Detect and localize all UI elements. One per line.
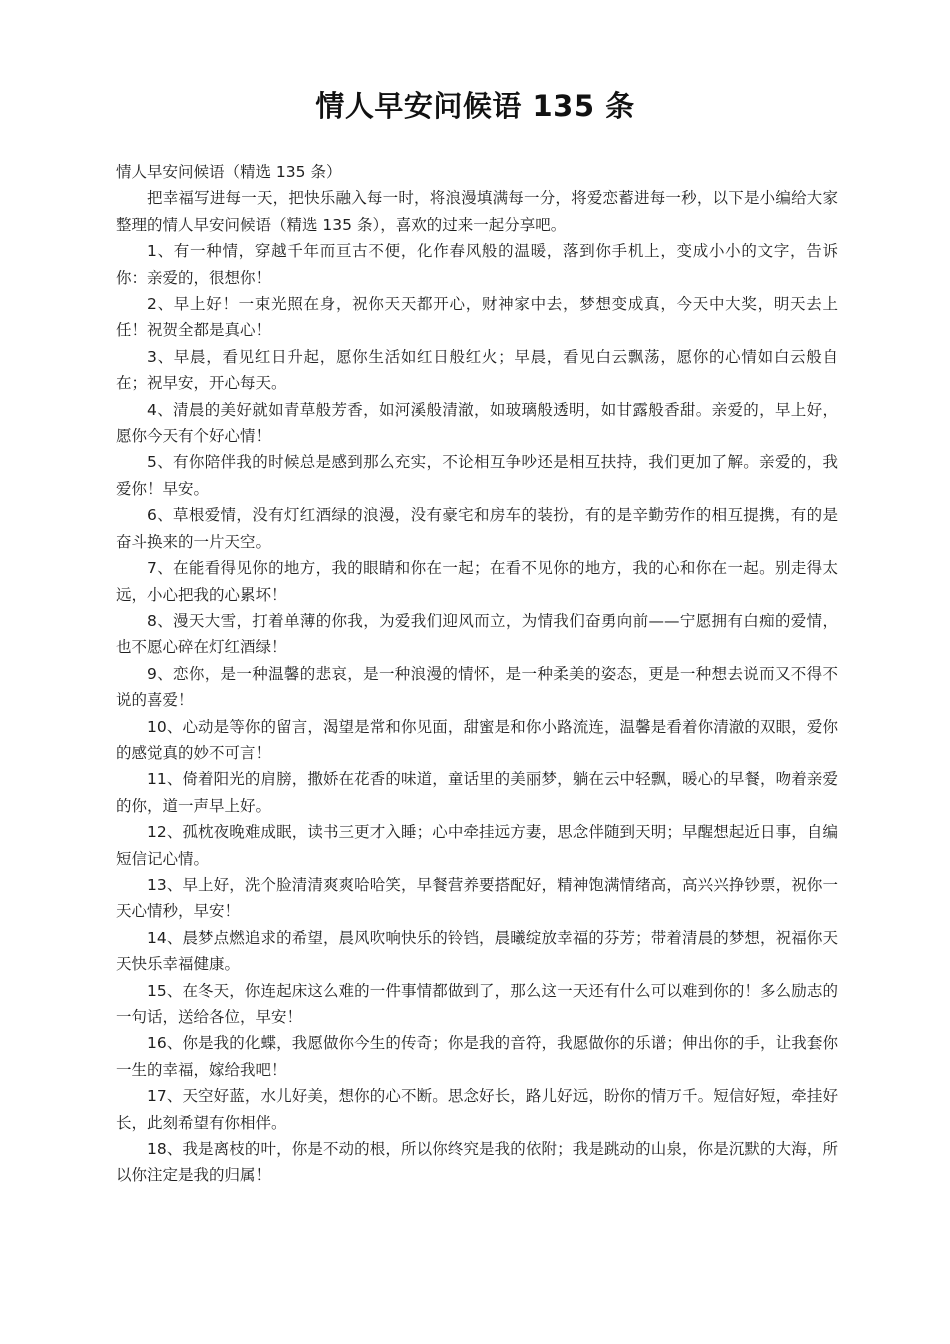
greeting-item-14: 14、晨梦点燃追求的希望，晨风吹响快乐的铃铛，晨曦绽放幸福的芬芳；带着清晨的梦想，祝福你天天快乐幸福健康。: [116, 928, 838, 974]
greeting-item-4: 4、清晨的美好就如青草般芳香，如河溪般清澈，如玻璃般透明，如甘露般香甜。亲爱的，早上好，愿你今天有个好心情！: [116, 400, 838, 446]
document-title: 情人早安问候语 135 条: [315, 89, 635, 123]
intro-paragraph: 把幸福写进每一天，把快乐融入每一时，将浪漫填满每一分，将爱恋蓄进每一秒，以下是小编给大家整理的情人早安问候语（精选 135 条），喜欢的过来一起分享吧。: [116, 189, 838, 234]
greeting-item-2: 2、早上好！一束光照在身，祝你天天都开心，财神家中去，梦想变成真，今天中大奖，明天去上任！祝贺全都是真心！: [116, 295, 838, 340]
greeting-item-10: 10、心动是等你的留言，渴望是常和你见面，甜蜜是和你小路流连，温馨是看着你清澈的双眼，爱你的感觉真的妙不可言！: [116, 717, 838, 762]
greeting-item-5: 5、有你陪伴我的时候总是感到那么充实，不论相互争吵还是相互扶持，我们更加了解。亲爱的，我爱你！早安。: [116, 453, 838, 498]
greeting-item-17: 17、天空好蓝，水儿好美，想你的心不断。思念好长，路儿好远，盼你的情万千。短信好短，牵挂好长，此刻希望有你相伴。: [116, 1087, 838, 1132]
greeting-item-12: 12、孤枕夜晚难成眠，读书三更才入睡；心中牵挂远方妻，思念伴随到天明；早醒想起近日事，自编短信记心情。: [116, 823, 838, 868]
greeting-item-11: 11、倚着阳光的肩膀，撒娇在花香的味道，童话里的美丽梦，躺在云中轻飘，暖心的早餐，吻着亲爱的你，道一声早上好。: [116, 770, 838, 815]
document-subtitle: 情人早安问候语（精选 135 条）: [116, 163, 342, 181]
greeting-item-3: 3、早晨，看见红日升起，愿你生活如红日般红火；早晨，看见白云飘荡，愿你的心情如白云般自在；祝早安，开心每天。: [116, 347, 838, 393]
greeting-item-15: 15、在冬天，你连起床这么难的一件事情都做到了，那么这一天还有什么可以难到你的！多么励志的一句话，送给各位，早安！: [116, 981, 838, 1026]
greeting-item-6: 6、草根爱情，没有灯红酒绿的浪漫，没有豪宅和房车的装扮，有的是辛勤劳作的相互提携，有的是奋斗换来的一片天空。: [116, 506, 838, 551]
document-body: [116, 159, 838, 1189]
greeting-item-13: 13、早上好，洗个脸清清爽爽哈哈笑，早餐营养要搭配好，精神饱满情绪高，高兴兴挣钞票，祝你一天心情秒，早安！: [116, 875, 838, 921]
greeting-item-8: 8、漫天大雪，打着单薄的你我，为爱我们迎风而立，为情我们奋勇向前——宁愿拥有白痴的爱情，也不愿心碎在灯红酒绿！: [116, 611, 838, 657]
greeting-item-7: 7、在能看得见你的地方，我的眼睛和你在一起；在看不见你的地方，我的心和你在一起。别走得太远，小心把我的心累坏！: [116, 559, 838, 604]
greeting-item-9: 9、恋你，是一种温馨的悲哀，是一种浪漫的情怀，是一种柔美的姿态，更是一种想去说而又不得不说的喜爱！: [116, 664, 838, 710]
greeting-item-18: 18、我是离枝的叶，你是不动的根，所以你终究是我的依附；我是跳动的山泉，你是沉默的大海，所以你注定是我的归属！: [116, 1140, 838, 1185]
greeting-item-16: 16、你是我的化蝶，我愿做你今生的传奇；你是我的音符，我愿做你的乐谱；伸出你的手，让我套你一生的幸福，嫁给我吧！: [116, 1034, 838, 1079]
greeting-item-1: 1、有一种情，穿越千年而亘古不便，化作春风般的温暖，落到你手机上，变成小小的文字，告诉你：亲爱的，很想你！: [116, 242, 838, 287]
